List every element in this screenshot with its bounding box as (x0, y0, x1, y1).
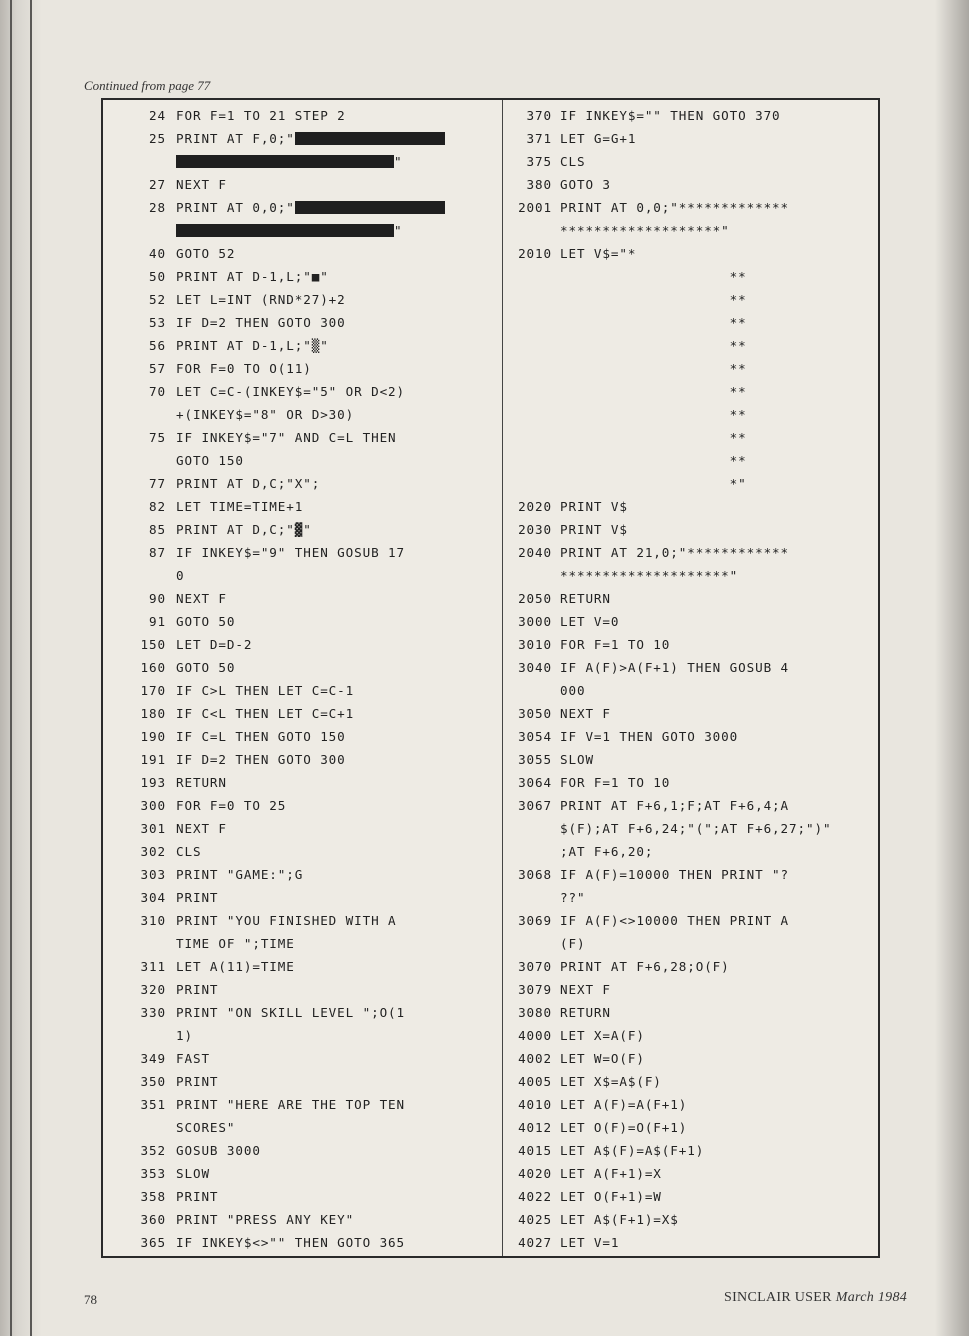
code-text: PRINT AT 0,0;"************* (560, 200, 790, 215)
code-text: ** (560, 407, 747, 422)
line-number: 70 (149, 384, 166, 399)
code-text: FOR F=0 TO O(11) (176, 361, 312, 376)
code-text: PRINT V$ (560, 522, 628, 537)
code-line (508, 978, 874, 1001)
code-text: (F) (560, 936, 586, 951)
code-text: LET O(F)=O(F+1) (560, 1120, 688, 1135)
code-text: 1) (176, 1028, 193, 1043)
code-line (508, 127, 874, 150)
code-line (508, 1116, 874, 1139)
code-text: " (394, 223, 403, 238)
line-number: 3000 (518, 614, 552, 629)
line-number: 2050 (518, 591, 552, 606)
line-number: 3050 (518, 706, 552, 721)
code-text: RETURN (176, 775, 227, 790)
line-number: 190 (140, 729, 166, 744)
code-line (508, 840, 874, 863)
code-text: LET X=A(F) (560, 1028, 645, 1043)
code-text: IF INKEY$="" THEN GOTO 370 (560, 108, 781, 123)
line-number: 3064 (518, 775, 552, 790)
page-number: 78 (84, 1292, 97, 1307)
code-text: PRINT "YOU FINISHED WITH A (176, 913, 397, 928)
code-text: IF C>L THEN LET C=C-1 (176, 683, 355, 698)
column-divider (502, 100, 503, 1256)
code-line (508, 702, 874, 725)
code-line (508, 817, 874, 840)
code-text: IF C=L THEN GOTO 150 (176, 729, 346, 744)
code-line (508, 725, 874, 748)
code-line (114, 633, 494, 656)
code-line (114, 495, 494, 518)
code-line (114, 863, 494, 886)
code-text: NEXT F (176, 177, 227, 192)
code-line (114, 1208, 494, 1231)
code-text: LET O(F+1)=W (560, 1189, 662, 1204)
line-number: 40 (149, 246, 166, 261)
code-text: PRINT "GAME:";G (176, 867, 304, 882)
code-line (508, 863, 874, 886)
code-line (114, 1047, 494, 1070)
code-text: " (394, 154, 403, 169)
code-text: FOR F=1 TO 10 (560, 775, 671, 790)
line-number: 2040 (518, 545, 552, 560)
code-line (508, 587, 874, 610)
code-line (114, 288, 494, 311)
code-text: *" (560, 476, 747, 491)
code-line (114, 357, 494, 380)
code-line (114, 219, 494, 242)
code-line (508, 403, 874, 426)
code-text: PRINT AT D,C;"X"; (176, 476, 321, 491)
code-line (508, 679, 874, 702)
code-text: PRINT AT D-1,L;"▒" (176, 338, 329, 353)
code-text: SLOW (176, 1166, 210, 1181)
line-number: 375 (526, 154, 552, 169)
line-number: 320 (140, 982, 166, 997)
code-line (114, 426, 494, 449)
line-number: 87 (149, 545, 166, 560)
code-line (114, 1185, 494, 1208)
code-text: PRINT (176, 982, 219, 997)
code-line (508, 633, 874, 656)
code-line (508, 748, 874, 771)
line-number: 3010 (518, 637, 552, 652)
line-number: 3070 (518, 959, 552, 974)
binding-edge-line (30, 0, 32, 1336)
page-edge-shadow (935, 0, 969, 1336)
code-text: ;AT F+6,20; (560, 844, 654, 859)
line-number: 160 (140, 660, 166, 675)
code-text: IF INKEY$="7" AND C=L THEN (176, 430, 397, 445)
code-text: RETURN (560, 591, 611, 606)
line-number: 4005 (518, 1074, 552, 1089)
line-number: 3079 (518, 982, 552, 997)
line-number: 170 (140, 683, 166, 698)
code-text: GOTO 150 (176, 453, 244, 468)
code-line (114, 150, 494, 173)
code-text: PRINT (176, 1189, 219, 1204)
line-number: 91 (149, 614, 166, 629)
code-line (114, 449, 494, 472)
code-text: RETURN (560, 1005, 611, 1020)
code-line (508, 242, 874, 265)
code-line (508, 104, 874, 127)
code-text: ** (560, 315, 747, 330)
code-text: SCORES" (176, 1120, 236, 1135)
code-text: GOTO 50 (176, 614, 236, 629)
code-text: *******************" (560, 223, 730, 238)
line-number: 353 (140, 1166, 166, 1181)
code-line (508, 610, 874, 633)
code-line (114, 1001, 494, 1024)
code-line (508, 955, 874, 978)
code-line (508, 219, 874, 242)
line-number: 3068 (518, 867, 552, 882)
code-line (114, 955, 494, 978)
code-text: PRINT AT F+6,28;O(F) (560, 959, 730, 974)
code-text: 0 (176, 568, 185, 583)
code-text: LET A(11)=TIME (176, 959, 295, 974)
code-line (114, 334, 494, 357)
line-number: 370 (526, 108, 552, 123)
code-text: CLS (560, 154, 586, 169)
code-text: PRINT AT F,0;" (176, 131, 295, 146)
line-number: 25 (149, 131, 166, 146)
code-line (508, 932, 874, 955)
code-text: LET A(F+1)=X (560, 1166, 662, 1181)
line-number: 303 (140, 867, 166, 882)
code-line (114, 587, 494, 610)
line-number: 90 (149, 591, 166, 606)
code-line (114, 1024, 494, 1047)
code-text: GOTO 50 (176, 660, 236, 675)
graphic-block (295, 201, 445, 214)
code-line (114, 1162, 494, 1185)
code-text: ** (560, 292, 747, 307)
line-number: 77 (149, 476, 166, 491)
code-text: LET L=INT (RND*27)+2 (176, 292, 346, 307)
code-text: PRINT (176, 1074, 219, 1089)
code-line (114, 794, 494, 817)
code-line (508, 472, 874, 495)
code-line (114, 725, 494, 748)
code-line (114, 886, 494, 909)
code-line (114, 656, 494, 679)
line-number: 330 (140, 1005, 166, 1020)
code-text: PRINT (176, 890, 219, 905)
continued-note: Continued from page 77 (84, 78, 211, 93)
code-line (114, 840, 494, 863)
line-number: 304 (140, 890, 166, 905)
code-text: LET W=O(F) (560, 1051, 645, 1066)
line-number: 193 (140, 775, 166, 790)
code-line (508, 541, 874, 564)
line-number: 360 (140, 1212, 166, 1227)
line-number: 350 (140, 1074, 166, 1089)
code-text: FOR F=1 TO 21 STEP 2 (176, 108, 346, 123)
code-text: IF V=1 THEN GOTO 3000 (560, 729, 739, 744)
line-number: 50 (149, 269, 166, 284)
line-number: 2010 (518, 246, 552, 261)
page-binding (0, 0, 42, 1336)
code-text: PRINT AT D-1,L;"■" (176, 269, 329, 284)
line-number: 24 (149, 108, 166, 123)
code-line (114, 380, 494, 403)
line-number: 52 (149, 292, 166, 307)
line-number: 28 (149, 200, 166, 215)
code-line (508, 311, 874, 334)
code-line (114, 173, 494, 196)
line-number: 4010 (518, 1097, 552, 1112)
code-line (508, 1185, 874, 1208)
code-line (508, 771, 874, 794)
code-text: PRINT AT F+6,1;F;AT F+6,4;A (560, 798, 790, 813)
code-text: GOTO 52 (176, 246, 236, 261)
line-number: 380 (526, 177, 552, 192)
code-line (508, 150, 874, 173)
line-number: 3054 (518, 729, 552, 744)
code-text: IF A(F)<>10000 THEN PRINT A (560, 913, 790, 928)
line-number: 85 (149, 522, 166, 537)
code-line (508, 1162, 874, 1185)
code-text: LET A(F)=A(F+1) (560, 1097, 688, 1112)
listing-column-left (114, 104, 494, 1254)
code-text: LET A$(F+1)=X$ (560, 1212, 679, 1227)
graphic-block (176, 224, 394, 237)
code-line (114, 1116, 494, 1139)
code-text: IF INKEY$<>"" THEN GOTO 365 (176, 1235, 406, 1250)
line-number: 4012 (518, 1120, 552, 1135)
code-line (508, 495, 874, 518)
code-text: PRINT "HERE ARE THE TOP TEN (176, 1097, 406, 1112)
line-number: 352 (140, 1143, 166, 1158)
code-line (508, 380, 874, 403)
line-number: 150 (140, 637, 166, 652)
line-number: 371 (526, 131, 552, 146)
code-line (114, 679, 494, 702)
code-text: LET A$(F)=A$(F+1) (560, 1143, 705, 1158)
code-text: ** (560, 338, 747, 353)
listing-column-right (508, 104, 874, 1254)
code-line (508, 1139, 874, 1162)
code-line (508, 426, 874, 449)
code-text: LET TIME=TIME+1 (176, 499, 304, 514)
code-line (508, 656, 874, 679)
code-line (508, 334, 874, 357)
code-text: NEXT F (176, 591, 227, 606)
code-line (508, 564, 874, 587)
line-number: 3069 (518, 913, 552, 928)
code-line (114, 311, 494, 334)
line-number: 3067 (518, 798, 552, 813)
code-line (508, 1208, 874, 1231)
code-text: TIME OF ";TIME (176, 936, 295, 951)
code-line (114, 104, 494, 127)
code-line (508, 1001, 874, 1024)
code-text: PRINT AT D,C;"▓" (176, 522, 312, 537)
code-line (114, 472, 494, 495)
line-number: 311 (140, 959, 166, 974)
line-number: 2020 (518, 499, 552, 514)
code-text: FAST (176, 1051, 210, 1066)
code-text: CLS (176, 844, 202, 859)
line-number: 4020 (518, 1166, 552, 1181)
line-number: 302 (140, 844, 166, 859)
line-number: 191 (140, 752, 166, 767)
code-text: LET X$=A$(F) (560, 1074, 662, 1089)
code-line (508, 1231, 874, 1254)
code-text: IF D=2 THEN GOTO 300 (176, 315, 346, 330)
code-line (508, 1047, 874, 1070)
code-line (114, 909, 494, 932)
code-line (508, 449, 874, 472)
code-text: ** (560, 430, 747, 445)
code-line (114, 932, 494, 955)
code-text: FOR F=0 TO 25 (176, 798, 287, 813)
line-number: 27 (149, 177, 166, 192)
line-number: 56 (149, 338, 166, 353)
code-text: NEXT F (176, 821, 227, 836)
code-text: LET V=1 (560, 1235, 620, 1250)
line-number: 57 (149, 361, 166, 376)
code-line (114, 1139, 494, 1162)
line-number: 3080 (518, 1005, 552, 1020)
code-text: ********************" (560, 568, 739, 583)
code-line (508, 886, 874, 909)
code-line (114, 771, 494, 794)
code-text: ??" (560, 890, 586, 905)
code-line (508, 794, 874, 817)
code-text: ** (560, 453, 747, 468)
code-text: PRINT "PRESS ANY KEY" (176, 1212, 355, 1227)
graphic-block (295, 132, 445, 145)
line-number: 310 (140, 913, 166, 928)
line-number: 53 (149, 315, 166, 330)
line-number: 82 (149, 499, 166, 514)
code-text: LET V=0 (560, 614, 620, 629)
line-number: 2001 (518, 200, 552, 215)
magazine-issue: March 1984 (835, 1290, 908, 1305)
code-line (508, 173, 874, 196)
code-line (508, 357, 874, 380)
code-line (114, 1093, 494, 1116)
code-line (114, 702, 494, 725)
code-line (114, 978, 494, 1001)
line-number: 4025 (518, 1212, 552, 1227)
code-line (508, 196, 874, 219)
code-text: $(F);AT F+6,24;"(";AT F+6,27;")" (560, 821, 832, 836)
code-text: 000 (560, 683, 586, 698)
line-number: 4002 (518, 1051, 552, 1066)
code-line (114, 541, 494, 564)
line-number: 4027 (518, 1235, 552, 1250)
line-number: 300 (140, 798, 166, 813)
code-line (114, 127, 494, 150)
code-text: SLOW (560, 752, 594, 767)
line-number: 3055 (518, 752, 552, 767)
code-text: NEXT F (560, 706, 611, 721)
line-number: 4022 (518, 1189, 552, 1204)
code-line (508, 1070, 874, 1093)
code-line (508, 1093, 874, 1116)
code-text: LET V$="* (560, 246, 637, 261)
magazine-footer (724, 1290, 907, 1306)
line-number: 75 (149, 430, 166, 445)
code-line (114, 1231, 494, 1254)
code-line (114, 1070, 494, 1093)
code-line (508, 909, 874, 932)
code-text: +(INKEY$="8" OR D>30) (176, 407, 355, 422)
line-number: 301 (140, 821, 166, 836)
code-line (508, 288, 874, 311)
code-text: ** (560, 384, 747, 399)
code-text: NEXT F (560, 982, 611, 997)
code-text: LET C=C-(INKEY$="5" OR D<2) (176, 384, 406, 399)
code-text: IF C<L THEN LET C=C+1 (176, 706, 355, 721)
line-number: 4015 (518, 1143, 552, 1158)
line-number: 3040 (518, 660, 552, 675)
code-line (114, 564, 494, 587)
line-number: 349 (140, 1051, 166, 1066)
code-text: LET G=G+1 (560, 131, 637, 146)
graphic-block (176, 155, 394, 168)
code-line (114, 748, 494, 771)
line-number: 2030 (518, 522, 552, 537)
code-text: ** (560, 361, 747, 376)
line-number: 365 (140, 1235, 166, 1250)
code-line (114, 518, 494, 541)
code-line (508, 518, 874, 541)
code-line (508, 265, 874, 288)
magazine-name: SINCLAIR USER (724, 1290, 832, 1305)
code-text: PRINT AT 21,0;"************ (560, 545, 790, 560)
code-text: GOSUB 3000 (176, 1143, 261, 1158)
line-number: 180 (140, 706, 166, 721)
code-text: IF A(F)>A(F+1) THEN GOSUB 4 (560, 660, 790, 675)
code-text: IF A(F)=10000 THEN PRINT "? (560, 867, 790, 882)
code-line (114, 265, 494, 288)
line-number: 351 (140, 1097, 166, 1112)
code-text: IF D=2 THEN GOTO 300 (176, 752, 346, 767)
code-text: LET D=D-2 (176, 637, 253, 652)
code-line (508, 1024, 874, 1047)
code-line (114, 242, 494, 265)
code-line (114, 610, 494, 633)
code-text: FOR F=1 TO 10 (560, 637, 671, 652)
code-line (114, 403, 494, 426)
code-text: IF INKEY$="9" THEN GOSUB 17 (176, 545, 406, 560)
line-number: 358 (140, 1189, 166, 1204)
binding-edge-line (10, 0, 12, 1336)
code-line (114, 196, 494, 219)
code-text: PRINT "ON SKILL LEVEL ";O(1 (176, 1005, 406, 1020)
code-text: PRINT V$ (560, 499, 628, 514)
code-text: ** (560, 269, 747, 284)
code-text: PRINT AT 0,0;" (176, 200, 295, 215)
line-number: 4000 (518, 1028, 552, 1043)
code-text: GOTO 3 (560, 177, 611, 192)
code-line (114, 817, 494, 840)
